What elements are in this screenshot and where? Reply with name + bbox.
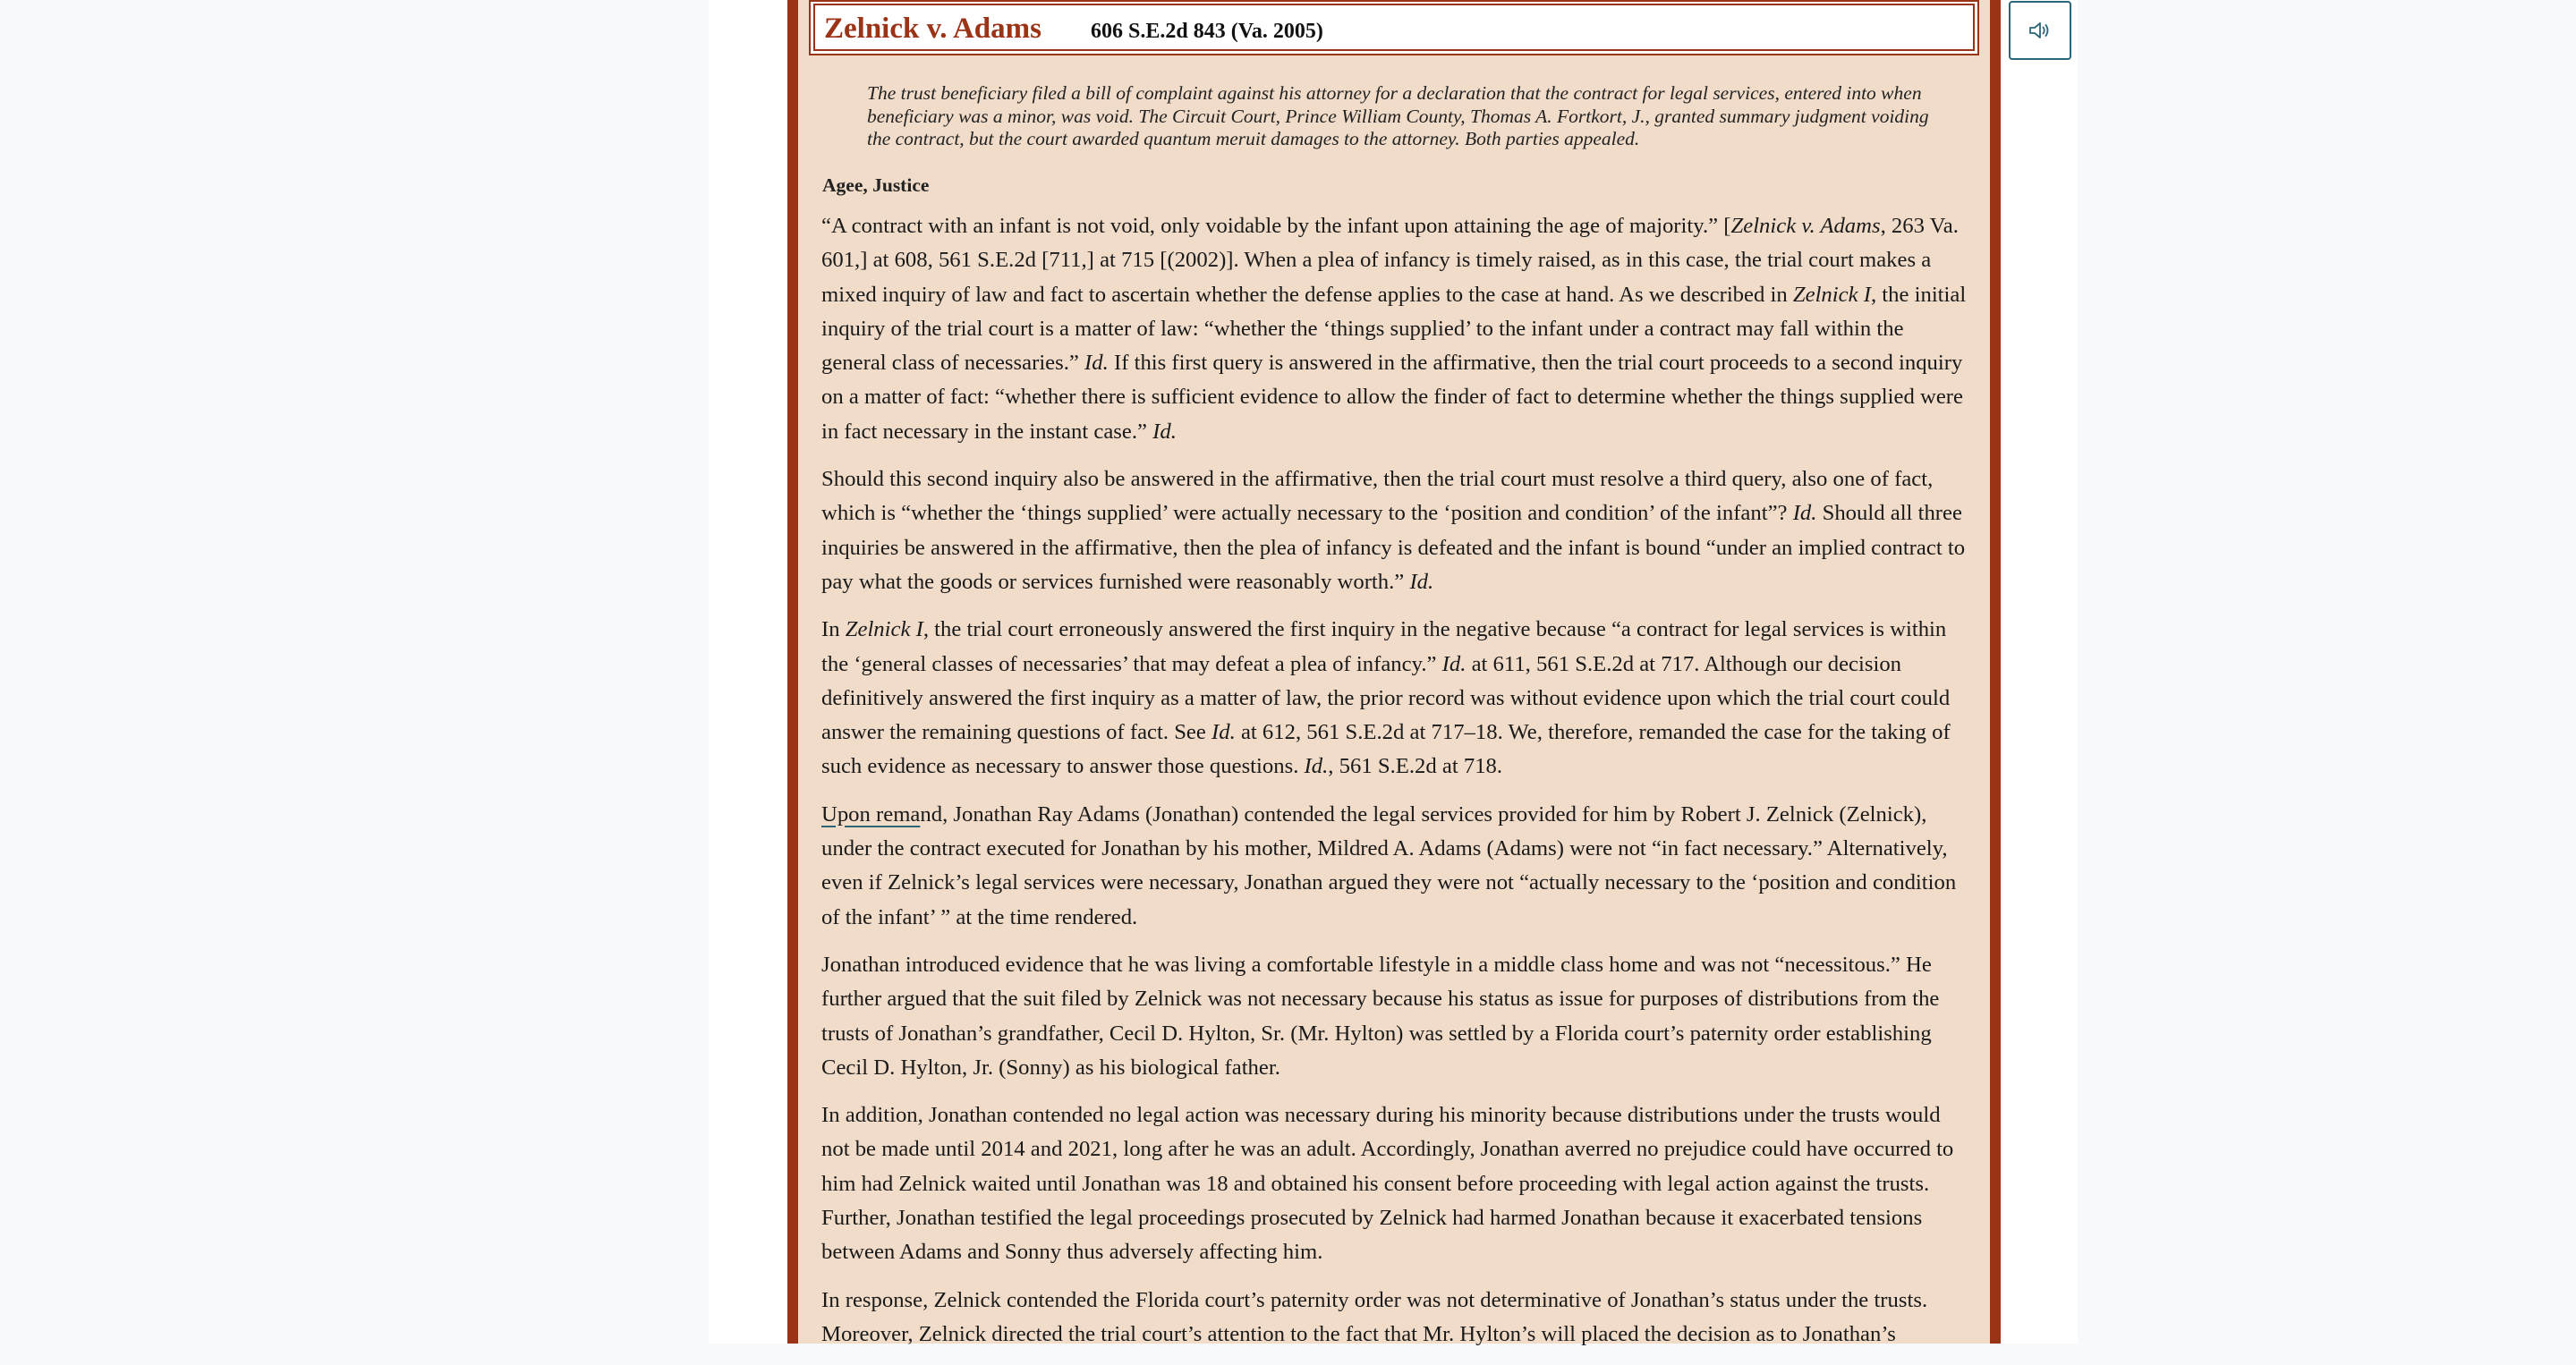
opinion-paragraph: [821, 462, 1973, 599]
text-run: at 611, 561 S.E.2d at 717. Although our decision definitively answered the first inquiry as a matter of law, the prior record was without evidence upon which the trial court could answer the remaining questions of fact. See: [821, 651, 1951, 745]
id-citation: Id.: [1152, 419, 1177, 444]
case-name-citation: Zelnick v. Adams: [1730, 214, 1881, 238]
id-citation: Id.: [1304, 754, 1329, 779]
id-citation: Id.: [1441, 651, 1467, 676]
text-run: Should all three inquiries be answered in the affirmative, then the plea of infancy is defeated and the infant is bound “under an implied contract to pay what the goods or services furnished were reasonably worth.”: [821, 501, 1966, 594]
text-run: In: [821, 617, 846, 642]
opinion-paragraph: [821, 209, 1973, 449]
id-citation: Id.: [1211, 720, 1236, 745]
case-summary: The trust beneficiary filed a bill of complaint against his attorney for a declaration that the contract for legal services, entered into when beneficiary was a minor, was void. The Circuit Court, Prince William County, Thomas A. Fortkort, J., granted summary judgment voiding the contract, but the court awarded quantum meruit damages to the attorney. Both parties appealed.: [867, 82, 1929, 149]
opinion-paragraph: In response, Zelnick contended the Florida court’s paternity order was not determinative of Jonathan’s status under the trusts. Moreover, Zelnick directed the trial court’s attention to the fact that Mr. Hylton’s will placed the decision as to Jonathan’s: [821, 1287, 1928, 1346]
text-run: Should this second inquiry also be answered in the affirmative, then the trial court must resolve a third query, also one of fact, which is “whether the ‘things supplied’ were actually necessary to the ‘position and condition’ of the infant”?: [821, 467, 1934, 526]
text-run: , the initial inquiry of the trial court is a matter of law: “whether the ‘things supplied’ to the infant under a contract may fall within the general class of necessaries.”: [821, 282, 1967, 376]
audio-button[interactable]: [2009, 1, 2071, 60]
opinion-author: Agee, Justice: [822, 174, 930, 196]
opinion-paragraph: [821, 613, 1973, 784]
case-citation: 606 S.E.2d 843 (Va. 2005): [1091, 20, 1323, 43]
text-run: , 561 S.E.2d at 718.: [1328, 754, 1503, 779]
highlighted-text-link[interactable]: Upon rema: [821, 801, 921, 827]
opinion-paragraph: [821, 798, 1973, 935]
text-run: “A contract with an infant is not void, only voidable by the infant upon attaining the age of majority.” [: [821, 214, 1731, 238]
case-name-citation: Zelnick I: [845, 617, 923, 642]
case-name-citation: Zelnick I: [1792, 282, 1871, 307]
case-title: Zelnick v. Adams: [824, 13, 1041, 45]
text-run: nd, Jonathan Ray Adams (Jonathan) contended the legal services provided for him by Robert J. Zelnick (Zelnick), under the contract executed for Jonathan by his mother, Mildred A. Adams (Adams) were not “in fact necessary.” Alternatively, even if Zelnick’s legal services were necessary, Jonathan argued they were not “actually necessary to the ‘position and condition of the infant’ ” at the time rendered.: [821, 801, 1957, 929]
id-citation: Id.: [1792, 501, 1817, 526]
text-run: , 263 Va. 601,] at 608, 561 S.E.2d [711,] at 715 [(2002)]. When a plea of infancy is timely raised, as in this case, the trial court makes a mixed inquiry of law and fact to ascertain whether the defense applies to the case at hand. As we described in: [821, 214, 1959, 307]
text-run: If this first query is answered in the affirmative, then the trial court proceeds to a second inquiry on a matter of fact: “whether there is sufficient evidence to allow the finder of fact to determine whether the things supplied were in fact necessary in the instant case.”: [821, 351, 1963, 444]
id-citation: Id.: [1409, 569, 1434, 594]
opinion-body: [821, 209, 1973, 1365]
opinion-paragraph: In addition, Jonathan contended no legal action was necessary during his minority because distributions under the trusts would not be made until 2014 and 2021, long after he was an adult. Accordingly, Jonathan averred no prejudice could have occurred to him had Zelnick waited until Jonathan was 18 and obtained his consent before proceeding with legal action against the trusts. Further, Jonathan testified the legal proceedings prosecuted by Zelnick had harmed Jonathan because it exacerbated tensions between Adams and Sonny thus adversely affecting him.: [821, 1103, 1954, 1265]
case-header: [809, 0, 1979, 55]
speaker-icon: [2028, 21, 2052, 40]
text-run: , the trial court erroneously answered the first inquiry in the negative because “a contract for legal services is within the ‘general classes of necessaries’ that may defeat a plea of infancy.”: [821, 617, 1947, 676]
case-header-inner-border: [813, 4, 1975, 51]
id-citation: Id.: [1084, 351, 1109, 376]
text-run: at 612, 561 S.E.2d at 717–18. We, therefore, remanded the case for the taking of such evidence as necessary to answer those questions.: [821, 720, 1951, 779]
opinion-paragraph: Jonathan introduced evidence that he was living a comfortable lifestyle in a middle class home and was not “necessitous.” He further argued that the suit filed by Zelnick was not necessary because his status as issue for purposes of distributions from the trusts of Jonathan’s grandfather, Cecil D. Hylton, Sr. (Mr. Hylton) was settled by a Florida court’s paternity order establishing Cecil D. Hylton, Jr. (Sonny) as his biological father.: [821, 952, 1940, 1080]
